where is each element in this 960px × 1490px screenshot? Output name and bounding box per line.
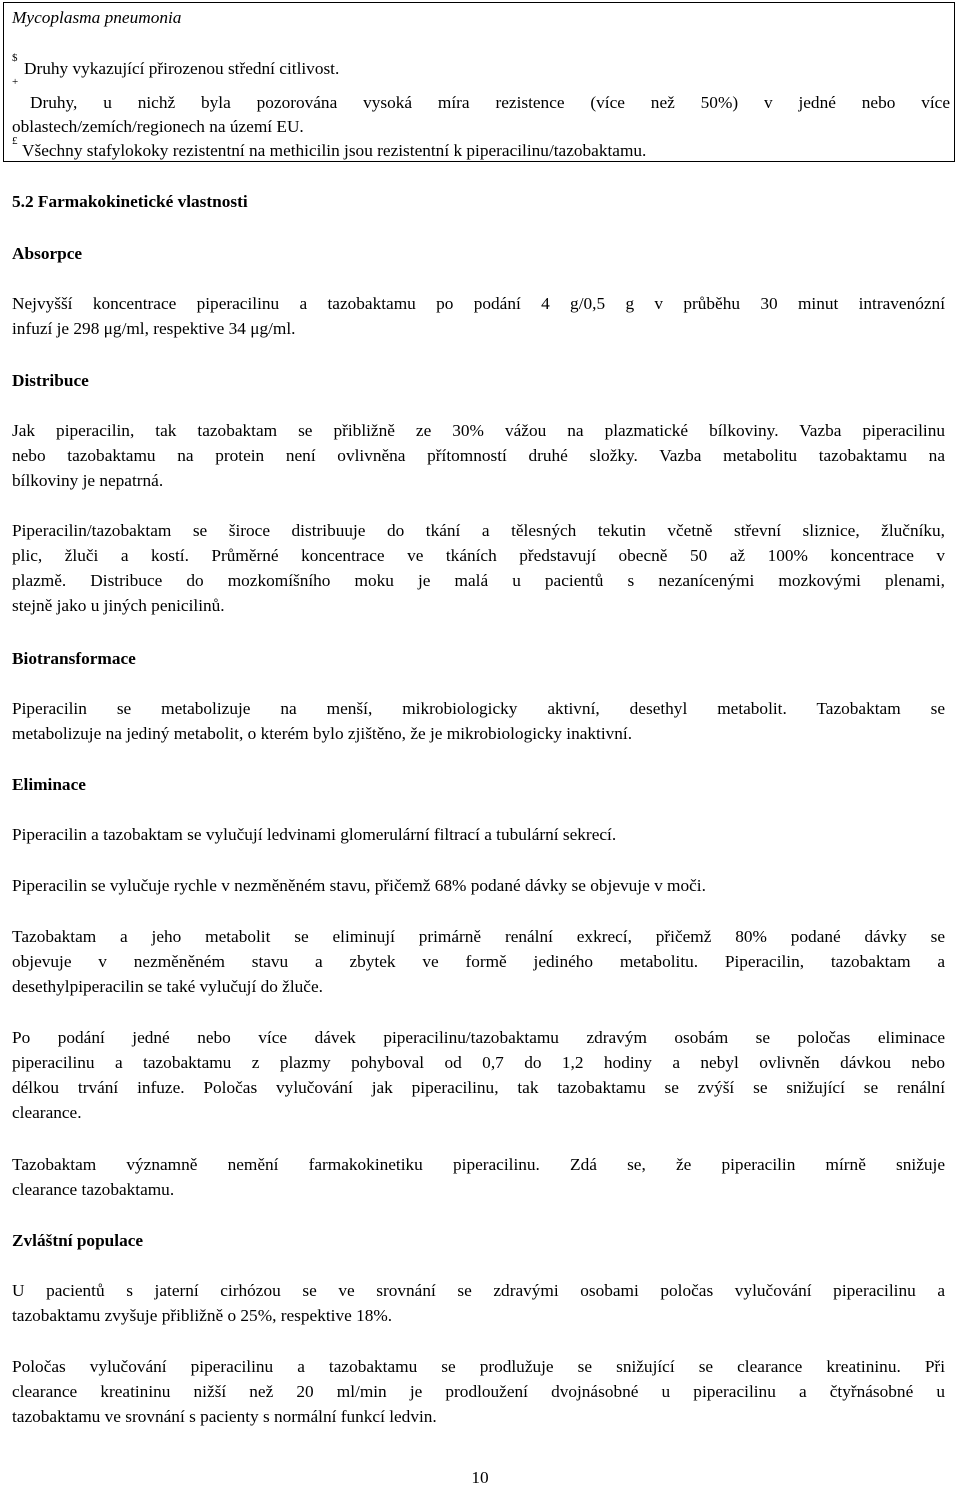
eliminace-p2: Piperacilin se vylučuje rychle v nezměněném stavu, přičemž 68% podané dávky se objevuje v moči. [12, 876, 706, 895]
zvlastni-p1-line2: tazobaktamu zvyšuje přibližně o 25%, respektive 18%. [12, 1306, 393, 1325]
heading-zvlastni-populace: Zvláštní populace [12, 1231, 144, 1250]
distribuce-p1-line3: bílkoviny je nepatrná. [12, 471, 164, 490]
zvlastni-p1-line1: U pacientů s jaterní cirhózou se ve srovnání se zdravými osobami poločas vylučování piperacilinu a [12, 1281, 945, 1300]
heading-biotransformace: Biotransformace [12, 649, 136, 668]
page-number: 10 [471, 1468, 489, 1487]
eliminace-p5-line2: clearance tazobaktamu. [12, 1180, 175, 1199]
footnote-high-resistance-line1: Druhy, u nichž byla pozorována vysoká míra rezistence (více než 50%) v jedné nebo více [30, 93, 950, 112]
zvlastni-p2-line3: tazobaktamu ve srovnání s pacienty s normální funkcí ledvin. [12, 1407, 437, 1426]
heading-absorpce: Absorpce [12, 244, 83, 263]
table-footnote-box [3, 2, 955, 162]
footnote-natural-susceptibility: Druhy vykazující přirozenou střední citlivost. [24, 59, 340, 78]
eliminace-p3-line3: desethylpiperacilin se také vylučují do žluče. [12, 977, 323, 996]
zvlastni-p2-line1: Poločas vylučování piperacilinu a tazobaktamu se prodlužuje se snižující se clearance kreatininu. Při [12, 1357, 945, 1376]
organism-name: Mycoplasma pneumonia [12, 8, 182, 27]
biotransformace-line1: Piperacilin se metabolizuje na menší, mikrobiologicky aktivní, desethyl metabolit. Tazobaktam se [12, 699, 945, 718]
distribuce-p2-line2: plic, žluči a kostí. Průměrné koncentrace ve tkáních představují obecně 50 až 100% koncentrace v [12, 546, 945, 565]
footnote-marker-dollar: $ [12, 52, 18, 64]
eliminace-p3-line2: objevuje v nezměněném stavu a zbytek ve formě jediného metabolitu. Piperacilin, tazobaktam a [12, 952, 945, 971]
distribuce-p2-line1: Piperacilin/tazobaktam se široce distribuuje do tkání a tělesných tekutin včetně střevní sliznice, žlučníku, [12, 521, 945, 540]
footnote-marker-plus: + [12, 76, 19, 88]
biotransformace-line2: metabolizuje na jediný metabolit, o kterém bylo zjištěno, že je mikrobiologicky inaktivní. [12, 724, 633, 743]
distribuce-p2-line4: stejně jako u jiných penicilinů. [12, 596, 225, 615]
eliminace-p1: Piperacilin a tazobaktam se vylučují ledvinami glomerulární filtrací a tubulární sekrecí. [12, 825, 617, 844]
footnote-high-resistance-line2: oblastech/zemích/regionech na území EU. [12, 117, 304, 136]
eliminace-p4-line2: piperacilinu a tazobaktamu z plazmy pohyboval od 0,7 do 1,2 hodiny a nebyl ovlivněn dávkou nebo [12, 1053, 945, 1072]
heading-distribuce: Distribuce [12, 371, 89, 390]
distribuce-p1-line2: nebo tazobaktamu na protein není ovlivněna přítomností druhé složky. Vazba metabolitu tazobaktamu na [12, 446, 945, 465]
absorpce-text-line1: Nejvyšší koncentrace piperacilinu a tazobaktamu po podání 4 g/0,5 g v průběhu 30 minut intravenózní [12, 294, 945, 313]
section-title: 5.2 Farmakokinetické vlastnosti [12, 192, 248, 211]
absorpce-text-line2: infuzí je 298 μg/ml, respektive 34 μg/ml. [12, 319, 296, 338]
eliminace-p3-line1: Tazobaktam a jeho metabolit se eliminují primárně renální exkrecí, přičemž 80% podané dávky se [12, 927, 945, 946]
footnote-mrsa: Všechny stafylokoky rezistentní na methicilin jsou rezistentní k piperacilinu/tazobaktamu. [22, 141, 647, 160]
eliminace-p4-line3: délkou trvání infuze. Poločas vylučování jak piperacilinu, tak tazobaktamu se zvýší se snižující se renální [12, 1078, 945, 1097]
distribuce-p2-line3: plazmě. Distribuce do mozkomíšního moku je malá u pacientů s nezanícenými mozkovými plenami, [12, 571, 945, 590]
eliminace-p5-line1: Tazobaktam významně nemění farmakokinetiku piperacilinu. Zdá se, že piperacilin mírně snižuje [12, 1155, 945, 1174]
zvlastni-p2-line2: clearance kreatininu nižší než 20 ml/min je prodloužení dvojnásobné u piperacilinu a čtyřnásobné u [12, 1382, 945, 1401]
footnote-marker-pound: £ [12, 135, 18, 147]
distribuce-p1-line1: Jak piperacilin, tak tazobaktam se přibližně ze 30% vážou na plazmatické bílkoviny. Vazba piperacilinu [12, 421, 945, 440]
eliminace-p4-line1: Po podání jedné nebo více dávek piperacilinu/tazobaktamu zdravým osobám se poločas eliminace [12, 1028, 945, 1047]
heading-eliminace: Eliminace [12, 775, 86, 794]
eliminace-p4-line4: clearance. [12, 1103, 82, 1122]
